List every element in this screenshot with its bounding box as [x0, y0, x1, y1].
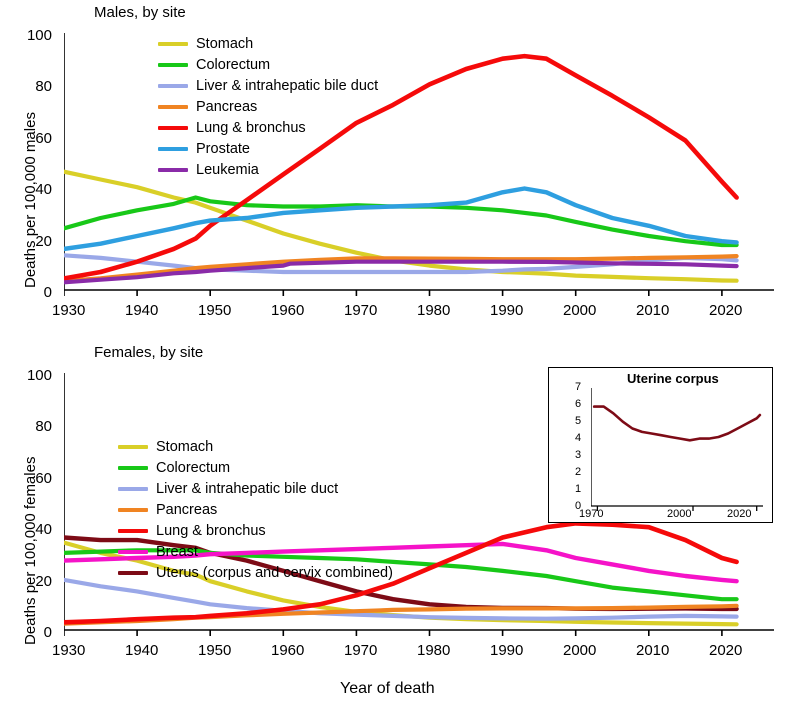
- males-ytick-20: 20: [35, 233, 52, 250]
- females-ytick-40: 40: [35, 521, 52, 538]
- legend-item-colorectum-female: [118, 457, 393, 478]
- females-ytick-100: 100: [26, 367, 52, 384]
- inset-xtick-1970: 1970: [579, 508, 604, 520]
- inset-ytick-5: 5: [575, 415, 582, 427]
- inset-uterine-corpus: [548, 367, 773, 523]
- panel-males: [0, 0, 800, 330]
- panel-females-title: Females, by site: [94, 344, 204, 361]
- males-xtick-2020: 2020: [709, 302, 743, 319]
- females-ytick-20: 20: [35, 573, 52, 590]
- males-xtick-2010: 2010: [636, 302, 670, 319]
- females-legend: [118, 436, 393, 583]
- legend-label-prostate-male: Prostate: [196, 140, 250, 157]
- legend-item-lung-male: [158, 117, 378, 138]
- series-line-prostate-male: [64, 189, 737, 249]
- legend-label-stomach-male: Stomach: [196, 35, 254, 52]
- females-xtick-1930: 1930: [52, 642, 86, 659]
- legend-item-leukemia-male: [158, 159, 378, 180]
- legend-swatch-colorectum-female: [118, 466, 148, 470]
- legend-swatch-prostate-male: [158, 147, 188, 151]
- legend-item-stomach-female: [118, 436, 393, 457]
- males-ytick-80: 80: [35, 78, 52, 95]
- legend-item-liver-female: [118, 478, 393, 499]
- inset-title: Uterine corpus: [627, 371, 719, 386]
- females-xtick-2020: 2020: [709, 642, 743, 659]
- females-xtick-1940: 1940: [125, 642, 159, 659]
- inset-ytick-1: 1: [575, 483, 582, 495]
- males-xtick-1930: 1930: [52, 302, 86, 319]
- males-xtick-1960: 1960: [271, 302, 305, 319]
- inset-ytick-6: 6: [575, 398, 582, 410]
- legend-label-stomach-female: Stomach: [156, 438, 214, 455]
- legend-swatch-lung-female: [118, 529, 148, 533]
- legend-swatch-pancreas-female: [118, 508, 148, 512]
- legend-swatch-liver-male: [158, 84, 188, 88]
- inset-ytick-7: 7: [575, 381, 582, 393]
- males-xtick-1980: 1980: [417, 302, 451, 319]
- legend-swatch-stomach-male: [158, 42, 188, 46]
- males-ytick-60: 60: [35, 130, 52, 147]
- females-xtick-1970: 1970: [344, 642, 378, 659]
- females-xtick-1980: 1980: [417, 642, 451, 659]
- legend-label-lung-female: Lung & bronchus: [156, 522, 266, 539]
- females-xtick-1950: 1950: [198, 642, 232, 659]
- females-ytick-80: 80: [35, 418, 52, 435]
- legend-item-stomach-male: [158, 33, 378, 54]
- legend-swatch-pancreas-male: [158, 105, 188, 109]
- legend-swatch-liver-female: [118, 487, 148, 491]
- inset-ytick-0: 0: [575, 500, 582, 512]
- males-xtick-2000: 2000: [563, 302, 597, 319]
- males-legend: [158, 33, 378, 180]
- legend-item-breast-female: [118, 541, 393, 562]
- legend-swatch-uterus-female: [118, 571, 148, 575]
- males-xtick-1970: 1970: [344, 302, 378, 319]
- legend-swatch-colorectum-male: [158, 63, 188, 67]
- females-ytick-0: 0: [43, 624, 52, 641]
- legend-label-liver-female: Liver & intrahepatic bile duct: [156, 480, 339, 497]
- series-line-uterine-corpus: [594, 407, 760, 441]
- figure-xlabel: Year of death: [340, 680, 435, 697]
- legend-label-breast-female: Breast: [156, 543, 198, 560]
- legend-label-lung-male: Lung & bronchus: [196, 119, 306, 136]
- males-xtick-1940: 1940: [125, 302, 159, 319]
- legend-label-uterus-female: Uterus (corpus and cervix combined): [156, 564, 393, 581]
- legend-label-pancreas-female: Pancreas: [156, 501, 218, 518]
- legend-item-prostate-male: [158, 138, 378, 159]
- legend-label-colorectum-female: Colorectum: [156, 459, 231, 476]
- females-xtick-2000: 2000: [563, 642, 597, 659]
- inset-xtick-2020: 2020: [727, 508, 752, 520]
- inset-ytick-2: 2: [575, 466, 582, 478]
- females-ytick-60: 60: [35, 470, 52, 487]
- legend-item-pancreas-male: [158, 96, 378, 117]
- inset-ytick-4: 4: [575, 432, 582, 444]
- legend-item-uterus-female: [118, 562, 393, 583]
- inset-ytick-3: 3: [575, 449, 582, 461]
- legend-swatch-stomach-female: [118, 445, 148, 449]
- inset-xtick-2000: 2000: [667, 508, 692, 520]
- males-ytick-100: 100: [26, 27, 52, 44]
- females-xtick-2010: 2010: [636, 642, 670, 659]
- legend-label-liver-male: Liver & intrahepatic bile duct: [196, 77, 379, 94]
- panel-males-title: Males, by site: [94, 4, 186, 21]
- legend-label-pancreas-male: Pancreas: [196, 98, 258, 115]
- panel-females-ylabel: Deaths per 100,000 females: [22, 456, 39, 645]
- males-xtick-1950: 1950: [198, 302, 232, 319]
- legend-item-pancreas-female: [118, 499, 393, 520]
- legend-item-lung-female: [118, 520, 393, 541]
- legend-swatch-breast-female: [118, 550, 148, 554]
- legend-swatch-lung-male: [158, 126, 188, 130]
- inset-plot: [591, 388, 763, 512]
- legend-label-colorectum-male: Colorectum: [196, 56, 271, 73]
- males-ytick-40: 40: [35, 181, 52, 198]
- legend-swatch-leukemia-male: [158, 168, 188, 172]
- females-xtick-1990: 1990: [490, 642, 524, 659]
- legend-item-colorectum-male: [158, 54, 378, 75]
- females-xtick-1960: 1960: [271, 642, 305, 659]
- panel-males-ylabel: Deaths per 100,000 males: [22, 112, 39, 288]
- legend-label-leukemia-male: Leukemia: [196, 161, 259, 178]
- males-ytick-0: 0: [43, 284, 52, 301]
- legend-item-liver-male: [158, 75, 378, 96]
- males-xtick-1990: 1990: [490, 302, 524, 319]
